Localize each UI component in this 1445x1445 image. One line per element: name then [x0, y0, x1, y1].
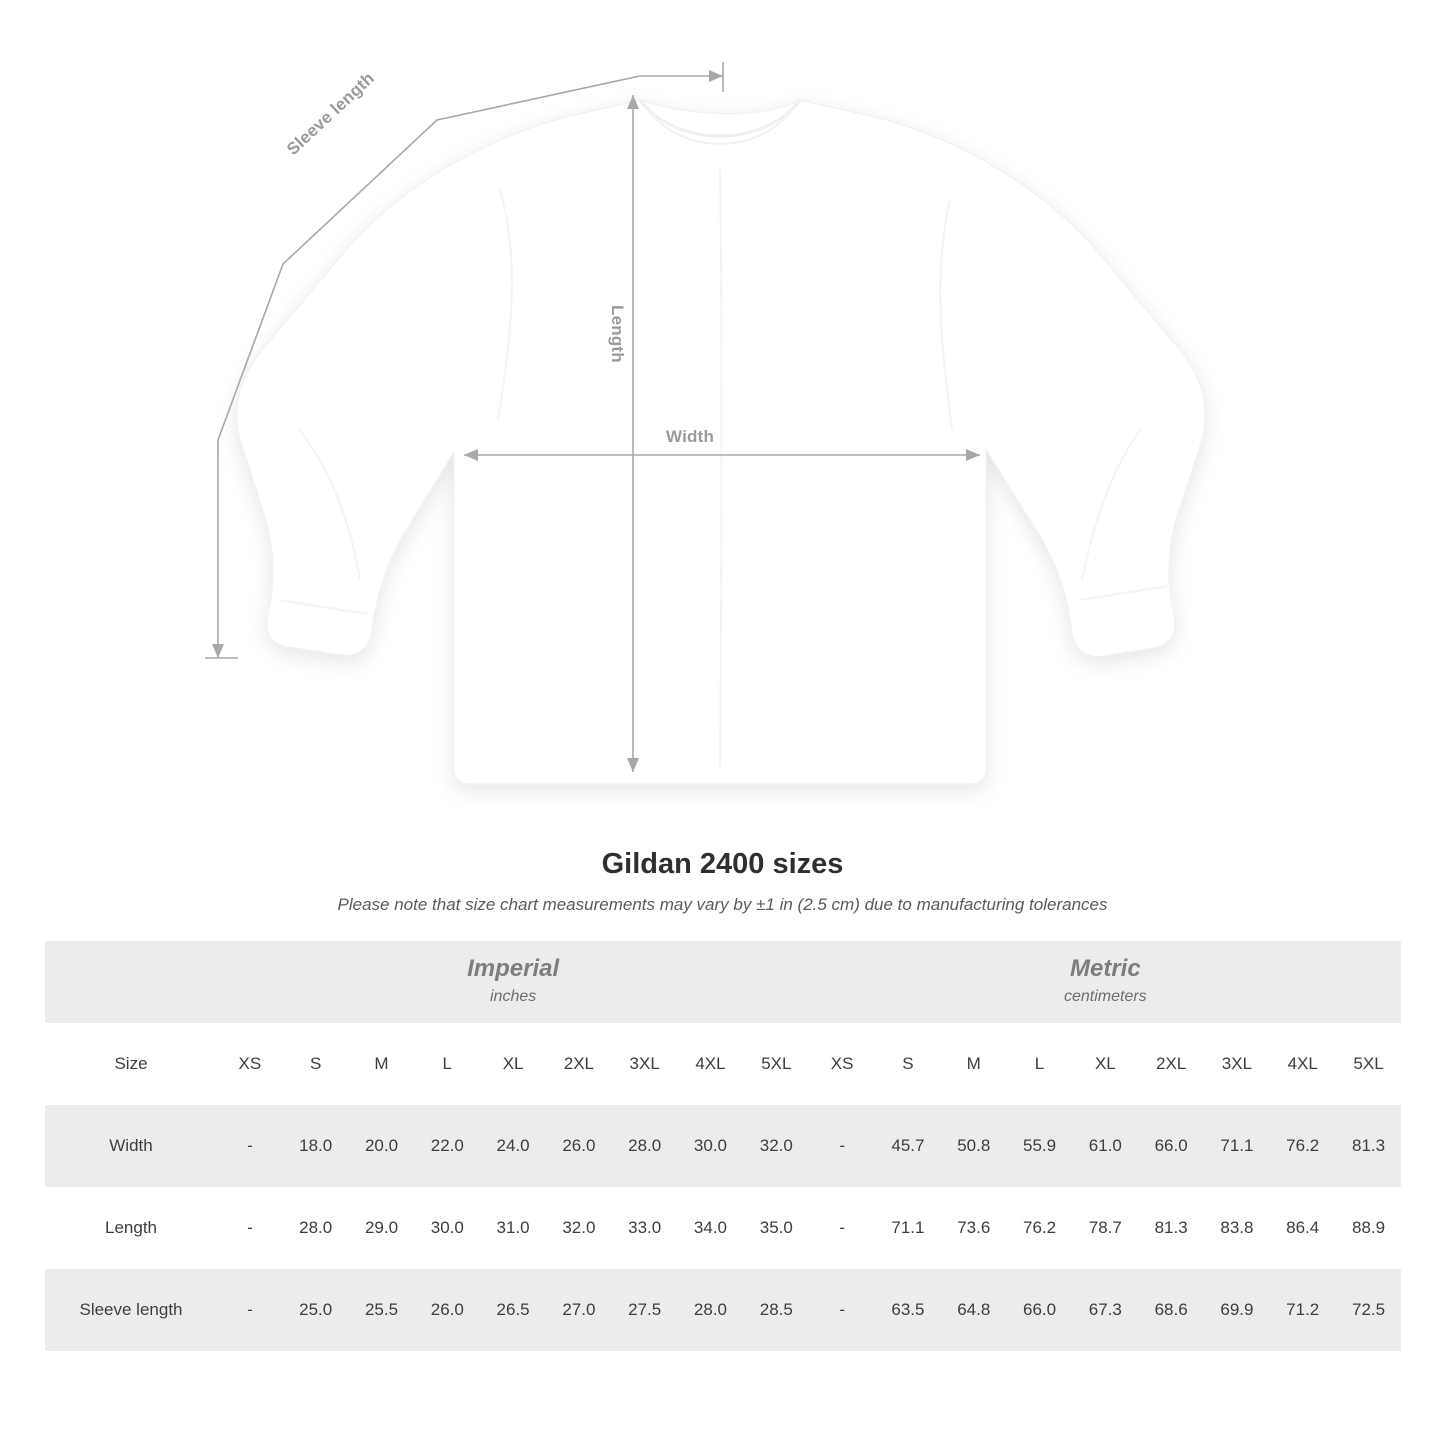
unit-header-spacer	[45, 941, 217, 1023]
size-header-cell: S	[875, 1023, 941, 1105]
table-cell: 24.0	[480, 1105, 546, 1187]
unit-name-metric: Metric	[1070, 955, 1141, 983]
table-cell: 31.0	[480, 1187, 546, 1269]
table-row	[45, 1269, 1401, 1351]
table-cell: 66.0	[1007, 1269, 1073, 1351]
size-header-label: Size	[45, 1023, 217, 1105]
table-cell: 32.0	[743, 1105, 809, 1187]
table-cell: 50.8	[941, 1105, 1007, 1187]
table-cell: 78.7	[1072, 1187, 1138, 1269]
table-cell: -	[809, 1105, 875, 1187]
table-cell: 26.0	[414, 1269, 480, 1351]
table-cell: 28.0	[283, 1187, 349, 1269]
table-cell: 71.2	[1270, 1269, 1336, 1351]
size-header-cell: 3XL	[1204, 1023, 1270, 1105]
table-cell: 64.8	[941, 1269, 1007, 1351]
table-cell: 83.8	[1204, 1187, 1270, 1269]
size-table	[45, 941, 1401, 1351]
table-cell: 76.2	[1007, 1187, 1073, 1269]
table-cell: -	[809, 1187, 875, 1269]
size-header-cell: M	[941, 1023, 1007, 1105]
size-header-cell: 2XL	[1138, 1023, 1204, 1105]
table-cell: 76.2	[1270, 1105, 1336, 1187]
table-cell: 88.9	[1336, 1187, 1402, 1269]
table-cell: 71.1	[875, 1187, 941, 1269]
size-header-cell: 5XL	[1336, 1023, 1402, 1105]
table-cell: 25.0	[283, 1269, 349, 1351]
table-cell: 25.5	[349, 1269, 415, 1351]
table-cell: 28.0	[678, 1269, 744, 1351]
unit-name-imperial: Imperial	[467, 955, 560, 983]
unit-header-metric	[809, 941, 1401, 1023]
title-block	[0, 848, 1445, 915]
table-cell: 27.5	[612, 1269, 678, 1351]
page-title: Gildan 2400 sizes	[601, 848, 844, 880]
size-table-wrapper	[45, 941, 1400, 1351]
table-cell: -	[217, 1187, 283, 1269]
size-header-cell: 2XL	[546, 1023, 612, 1105]
table-row	[45, 1105, 1401, 1187]
table-cell: 68.6	[1138, 1269, 1204, 1351]
table-cell: 28.0	[612, 1105, 678, 1187]
table-cell: 72.5	[1336, 1269, 1402, 1351]
table-cell: 26.0	[546, 1105, 612, 1187]
unit-sub-imperial: inches	[490, 988, 537, 1006]
size-header-cell: 5XL	[743, 1023, 809, 1105]
sleeve-length-dimension-label: Sleeve length	[283, 68, 379, 159]
table-cell: 20.0	[349, 1105, 415, 1187]
table-cell: 22.0	[414, 1105, 480, 1187]
table-cell: 71.1	[1204, 1105, 1270, 1187]
table-cell: 35.0	[743, 1187, 809, 1269]
unit-header-imperial	[217, 941, 809, 1023]
size-header-cell: L	[1007, 1023, 1073, 1105]
unit-sub-metric: centimeters	[1063, 988, 1147, 1006]
table-cell: 63.5	[875, 1269, 941, 1351]
size-header-cell: M	[349, 1023, 415, 1105]
size-header-cell: L	[414, 1023, 480, 1105]
size-header-row	[45, 1023, 1401, 1105]
size-header-cell: XS	[217, 1023, 283, 1105]
table-cell: 61.0	[1072, 1105, 1138, 1187]
table-cell: 45.7	[875, 1105, 941, 1187]
table-cell: 69.9	[1204, 1269, 1270, 1351]
table-cell: 32.0	[546, 1187, 612, 1269]
table-cell: 73.6	[941, 1187, 1007, 1269]
table-cell: 30.0	[414, 1187, 480, 1269]
size-header-cell: XL	[1072, 1023, 1138, 1105]
unit-header-row	[45, 941, 1401, 1023]
size-header-cell: S	[283, 1023, 349, 1105]
size-header-cell: 4XL	[1270, 1023, 1336, 1105]
table-row	[45, 1187, 1401, 1269]
table-cell: 28.5	[743, 1269, 809, 1351]
row-label: Length	[45, 1187, 217, 1269]
table-cell: 27.0	[546, 1269, 612, 1351]
size-header-cell: XS	[809, 1023, 875, 1105]
table-cell: 81.3	[1336, 1105, 1402, 1187]
row-label: Width	[45, 1105, 217, 1187]
table-cell: 34.0	[678, 1187, 744, 1269]
table-cell: 29.0	[349, 1187, 415, 1269]
table-cell: 26.5	[480, 1269, 546, 1351]
table-cell: 86.4	[1270, 1187, 1336, 1269]
table-cell: 33.0	[612, 1187, 678, 1269]
size-header-cell: 4XL	[678, 1023, 744, 1105]
length-dimension-label: Length	[608, 305, 627, 363]
tolerance-note: Please note that size chart measurements may vary by ±1 in (2.5 cm) due to manufacturing tolerances	[337, 895, 1108, 914]
size-header-cell: 3XL	[612, 1023, 678, 1105]
table-cell: -	[809, 1269, 875, 1351]
table-cell: -	[217, 1105, 283, 1187]
table-cell: 30.0	[678, 1105, 744, 1187]
table-cell: 66.0	[1138, 1105, 1204, 1187]
row-label: Sleeve length	[45, 1269, 217, 1351]
table-cell: 81.3	[1138, 1187, 1204, 1269]
table-cell: 18.0	[283, 1105, 349, 1187]
table-cell: 67.3	[1072, 1269, 1138, 1351]
table-cell: 55.9	[1007, 1105, 1073, 1187]
width-dimension-label: Width	[666, 427, 715, 446]
size-header-cell: XL	[480, 1023, 546, 1105]
table-cell: -	[217, 1269, 283, 1351]
